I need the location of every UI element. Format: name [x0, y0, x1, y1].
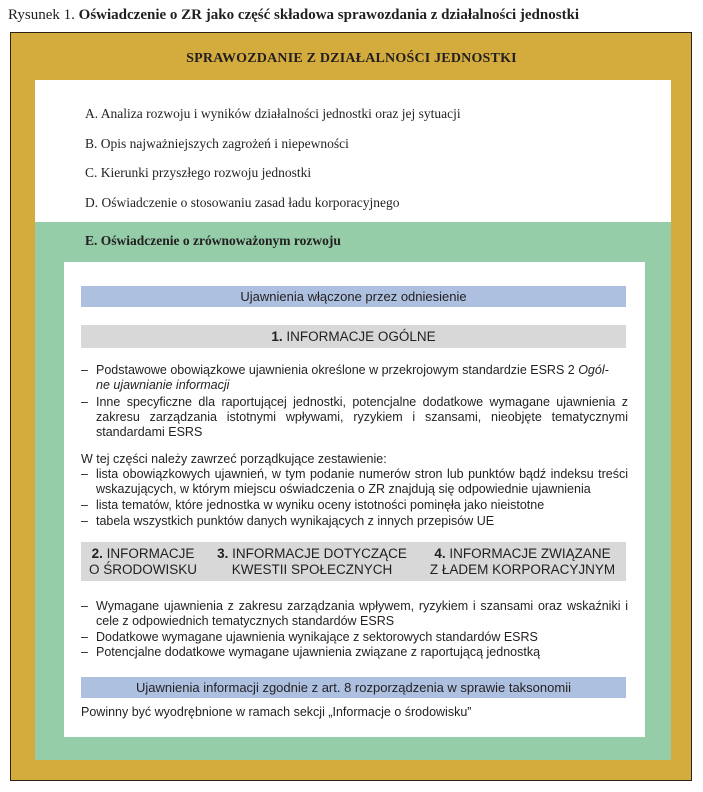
topic-item: – Dodatkowe wymagane ujawnienia wynikające z sektorowych standardów ESRS: [81, 630, 628, 645]
caption-prefix: Rysunek 1.: [8, 7, 75, 23]
summary-item-text: lista tematów, które jednostka w wyniku oceny istotności pominęła jako nieistotne: [96, 498, 545, 512]
topic-governance: [419, 542, 626, 581]
summary-intro: W tej części należy zawrzeć porządkujące zestawienie:: [81, 452, 387, 466]
general-info-number: 1.: [271, 329, 283, 344]
general-info-header: [81, 325, 626, 348]
section-c: C. Kierunki przyszłego rozwoju jednostki: [85, 165, 312, 180]
topic-line1: INFORMACJE ZWIĄZANE: [449, 546, 611, 561]
topic-item: – Potencjalne dodatkowe wymagane ujawnienia związane z raportującą jednostką: [81, 645, 628, 660]
figure-caption: [8, 7, 698, 24]
topic-line2: O ŚRODOWISKU: [88, 562, 197, 577]
topic-number: 2.: [91, 546, 103, 561]
taxonomy-note: Powinny być wyodrębnione w ramach sekcji „Informacje o środowisku”: [81, 705, 472, 719]
section-d: D. Oświadczenie o stosowaniu zasad ładu korporacyjnego: [85, 195, 400, 210]
topic-line2: Z ŁADEM KORPORACYJNYM: [429, 562, 616, 577]
general-item-text: Podstawowe obowiązkowe ujawnienia określone w przekrojowym standardzie ESRS 2: [96, 363, 579, 377]
topic-item-text: Dodatkowe wymagane ujawnienia wynikające z sektorowych standardów ESRS: [96, 630, 538, 644]
section-b: B. Opis najważniejszych zagrożeń i niepewności: [85, 136, 349, 151]
general-item-italic-cont: ne ujawnianie informacji: [96, 378, 230, 392]
summary-item: – lista obowiązkowych ujawnień, w tym podanie numerów stron lub punktów bądź indeksu treści wskazujących, w którym miejscu oświadczenia o ZR znajdują się odpowiednie ujawnienia: [81, 467, 628, 496]
summary-item: – lista tematów, które jednostka w wyniku oceny istotności pominęła jako nieistotne: [81, 498, 628, 513]
taxonomy-bar: Ujawnienia informacji zgodnie z art. 8 rozporządzenia w sprawie taksonomii: [81, 677, 626, 698]
summary-item-text: lista obowiązkowych ujawnień, w tym podanie numerów stron lub punktów bądź indeksu treści wskazujących, w którym miejscu oświadczenia o ZR znajdują się odpowiednie ujawnienia: [96, 467, 628, 496]
topic-item-text: Wymagane ujawnienia z zakresu zarządzania wpływem, ryzykiem i szansami oraz wskaźniki i cele z odpowiednich tematycznych standardów ESRS: [96, 599, 628, 628]
general-item: – Podstawowe obowiązkowe ujawnienia określone w przekrojowym standardzie ESRS 2 Ogól- ne ujawnianie informacji: [81, 363, 609, 392]
topic-social: [205, 542, 419, 581]
general-item-italic: Ogól-: [578, 363, 609, 377]
topic-line1: INFORMACJE: [106, 546, 195, 561]
report-title: SPRAWOZDANIE Z DZIAŁALNOŚCI JEDNOSTKI: [186, 51, 517, 66]
general-item: – Inne specyficzne dla raportującej jednostki, potencjalne dodatkowe wymagane ujawnienia z zakresu zarządzania istotnymi wpływami, ryzykiem i szansami, nieobjęte tematycznymi standardami ESRS: [81, 395, 628, 439]
summary-item: – tabela wszystkich punktów danych wynikających z innych przepisów UE: [81, 514, 628, 529]
topic-item-text: Potencjalne dodatkowe wymagane ujawnienia związane z raportującą jednostką: [96, 645, 541, 659]
topic-number: 3.: [217, 546, 229, 561]
topic-item: – Wymagane ujawnienia z zakresu zarządzania wpływem, ryzykiem i szansami oraz wskaźniki i cele z odpowiednich tematycznych standardów ESRS: [81, 599, 628, 628]
section-e-title: E. Oświadczenie o zrównoważonym rozwoju: [85, 233, 341, 248]
topic-line1: INFORMACJE DOTYCZĄCE: [232, 546, 407, 561]
topic-number: 4.: [434, 546, 446, 561]
caption-title: Oświadczenie o ZR jako część składowa sprawozdania z działalności jednostki: [78, 7, 580, 23]
general-item-text: Inne specyficzne dla raportującej jednostki, potencjalne dodatkowe wymagane ujawnienia z zakresu zarządzania istotnymi wpływami, ryzykiem i szansami, nieobjęte tematycznymi standardami ESRS: [96, 395, 628, 439]
summary-item-text: tabela wszystkich punktów danych wynikających z innych przepisów UE: [96, 514, 495, 528]
topic-line2: KWESTII SPOŁECZNYCH: [231, 562, 393, 577]
topic-environment: [81, 542, 205, 581]
reference-bar: Ujawnienia włączone przez odniesienie: [81, 286, 626, 307]
general-info-title: INFORMACJE OGÓLNE: [286, 329, 436, 344]
section-a: A. Analiza rozwoju i wyników działalności jednostki oraz jej sytuacji: [85, 106, 461, 121]
